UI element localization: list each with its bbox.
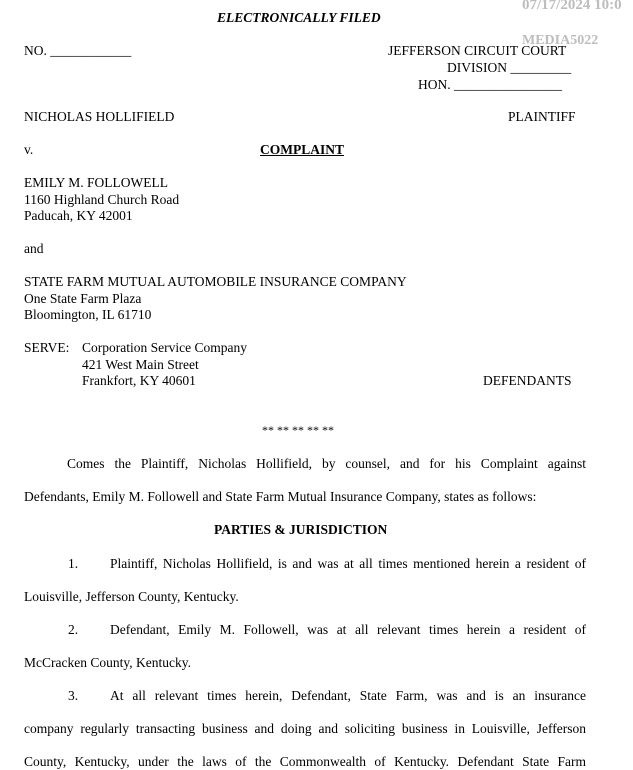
paragraph-1-number: 1. (68, 556, 79, 571)
paragraph-3-line-1: At all relevant times herein, Defendant, State Farm, was and is an insurance (110, 688, 586, 703)
paragraph-3-line-3: County, Kentucky, under the laws of the Commonwealth of Kentucky. Defendant State Farm (24, 754, 586, 769)
filing-date-stamp: 07/17/2024 10:0 (522, 0, 622, 13)
plaintiff-name: NICHOLAS HOLLIFIELD (24, 109, 175, 124)
paragraph-3-line-2: company regularly transacting business and doing and soliciting business in Louisville, Jefferson (24, 721, 586, 736)
serve-address1: 421 West Main Street (82, 357, 199, 372)
defendant1-address1: 1160 Highland Church Road (24, 192, 180, 207)
defendant2-address2: Bloomington, IL 61710 (24, 307, 152, 322)
serve-agent: Corporation Service Company (82, 340, 247, 355)
document-title: COMPLAINT (260, 142, 344, 157)
judge-line: HON. ________________ (418, 77, 562, 92)
paragraph-2-number: 2. (68, 622, 79, 637)
court-name: JEFFERSON CIRCUIT COURT (388, 43, 567, 58)
court-division: DIVISION _________ (447, 60, 572, 75)
paragraph-1-line-1: Plaintiff, Nicholas Hollifield, is and was at all times mentioned herein a resident of (110, 556, 586, 571)
defendant2-address1: One State Farm Plaza (24, 291, 142, 306)
intro-line-2: Defendants, Emily M. Followell and State Farm Mutual Insurance Company, states as follows: (24, 489, 537, 504)
section-heading: PARTIES & JURISDICTION (214, 522, 388, 537)
media-id-stamp: MEDIA5022 (522, 33, 599, 48)
intro-line-1: Comes the Plaintiff, Nicholas Hollifield, by counsel, and for his Complaint against (67, 456, 586, 471)
defendants-role: DEFENDANTS (483, 373, 572, 388)
defendant1-name: EMILY M. FOLLOWELL (24, 175, 168, 190)
paragraph-2-line-1: Defendant, Emily M. Followell, was at all relevant times herein a resident of (110, 622, 586, 637)
defendant2-name: STATE FARM MUTUAL AUTOMOBILE INSURANCE COMPANY (24, 274, 407, 289)
and-connector: and (24, 241, 44, 256)
paragraph-1-line-2: Louisville, Jefferson County, Kentucky. (24, 589, 239, 604)
defendant1-address2: Paducah, KY 42001 (24, 208, 133, 223)
serve-label: SERVE: (24, 340, 70, 355)
serve-address2: Frankfort, KY 40601 (82, 373, 196, 388)
case-number: NO. ____________ (24, 43, 132, 58)
filed-notice: ELECTRONICALLY FILED (217, 10, 381, 25)
paragraph-3-number: 3. (68, 688, 79, 703)
plaintiff-role: PLAINTIFF (508, 109, 576, 124)
versus: v. (24, 142, 34, 157)
paragraph-2-line-2: McCracken County, Kentucky. (24, 655, 191, 670)
caption-separator: ** ** ** ** ** (262, 423, 334, 437)
